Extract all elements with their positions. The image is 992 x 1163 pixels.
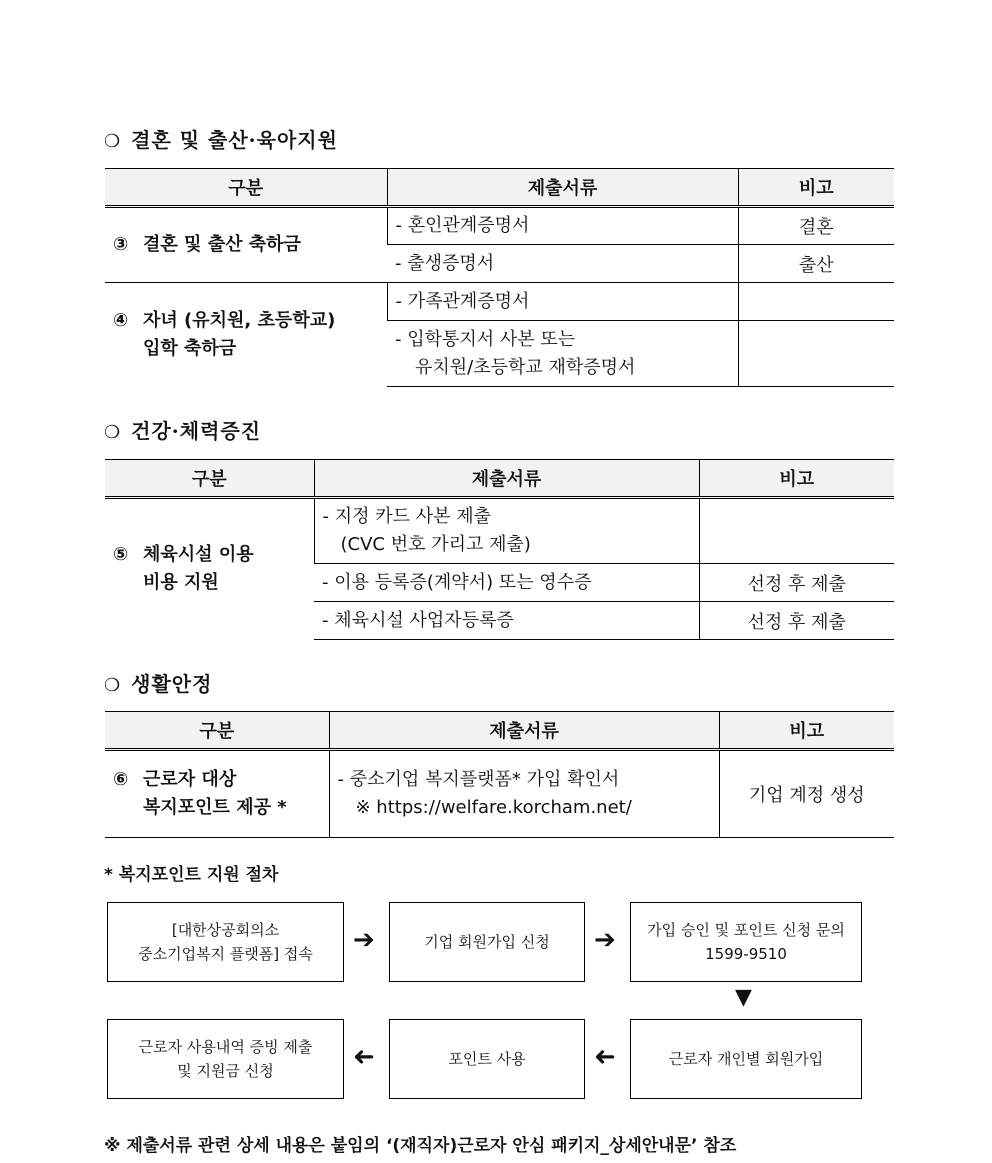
header-category: 구분 bbox=[105, 712, 329, 750]
header-documents: 제출서류 bbox=[387, 169, 738, 207]
step-box-platform-access bbox=[107, 902, 344, 982]
section-title-marriage bbox=[104, 124, 338, 153]
footnote: ※ 제출서류 관련 상세 내용은 붙임의 ‘(재직자)근로자 안심 패키지_상세안내문’ 참조 bbox=[104, 1136, 737, 1156]
circle-bullet-icon: ❍ bbox=[104, 131, 122, 152]
document-text: (CVC 번호 가리고 제출) bbox=[340, 534, 531, 555]
category-label: 입학 축하금 bbox=[143, 337, 237, 359]
category-label: 자녀 (유치원, 초등학교) bbox=[143, 309, 336, 331]
section-title-health bbox=[104, 415, 261, 444]
step-box-approval-inquiry bbox=[630, 902, 862, 982]
arrow-right-icon: ➔ bbox=[594, 925, 616, 955]
step-box-company-signup bbox=[389, 902, 585, 982]
note-cell: 선정 후 제출 bbox=[699, 602, 894, 640]
step-phone: 1599-9510 bbox=[705, 945, 787, 963]
category-cell bbox=[105, 498, 314, 640]
document-text: - 지정 카드 사본 제출 bbox=[322, 506, 491, 527]
document-cell bbox=[314, 564, 699, 602]
arrow-left-icon: ➜ bbox=[594, 1042, 616, 1072]
step-text: 기업 회원가입 신청 bbox=[424, 933, 550, 951]
category-label: 비용 지원 bbox=[143, 572, 219, 594]
note-cell bbox=[738, 283, 894, 321]
step-box-claim-submission bbox=[107, 1019, 344, 1099]
table-row bbox=[105, 283, 894, 321]
note-cell: 기업 계정 생성 bbox=[719, 750, 894, 838]
item-number: ③ bbox=[113, 234, 129, 255]
circle-bullet-icon: ❍ bbox=[104, 422, 122, 443]
header-note: 비고 bbox=[699, 460, 894, 498]
category-label: 복지포인트 제공 * bbox=[143, 797, 287, 818]
document-text: - 혼인관계증명서 bbox=[395, 215, 530, 236]
header-note: 비고 bbox=[738, 169, 894, 207]
arrow-down-icon: ▼ bbox=[735, 985, 752, 1010]
document-text: - 체육시설 사업자등록증 bbox=[322, 609, 514, 631]
step-text: 포인트 사용 bbox=[448, 1050, 526, 1068]
section-title-stability bbox=[104, 668, 212, 697]
table-row bbox=[105, 750, 894, 838]
header-documents: 제출서류 bbox=[314, 460, 699, 498]
step-box-point-usage bbox=[389, 1019, 585, 1099]
section-title-text: 결혼 및 출산·육아지원 bbox=[131, 128, 338, 152]
category-label: 근로자 대상 bbox=[143, 769, 237, 790]
table-row bbox=[105, 498, 894, 564]
document-text: - 출생증명서 bbox=[395, 252, 495, 274]
circle-bullet-icon: ❍ bbox=[104, 675, 122, 696]
item-number: ⑤ bbox=[113, 544, 129, 566]
step-text: 중소기업복지 플랫폼] 접속 bbox=[138, 945, 313, 963]
note-cell: 출산 bbox=[738, 245, 894, 283]
document-text: - 입학통지서 사본 또는 bbox=[395, 328, 576, 350]
table-row bbox=[105, 207, 894, 245]
step-text: 가입 승인 및 포인트 신청 문의 bbox=[647, 921, 845, 939]
marriage-table bbox=[105, 168, 894, 387]
category-cell bbox=[105, 207, 387, 283]
category-label: 체육시설 이용 bbox=[143, 544, 254, 566]
document-text: - 이용 등록증(계약서) 또는 영수증 bbox=[322, 571, 592, 593]
step-box-employee-signup bbox=[630, 1019, 862, 1099]
table-header-row bbox=[105, 169, 894, 207]
document-cell bbox=[387, 321, 738, 387]
item-number: ④ bbox=[113, 309, 129, 331]
stability-table bbox=[105, 711, 894, 838]
header-category: 구분 bbox=[105, 169, 387, 207]
arrow-right-icon: ➔ bbox=[353, 925, 375, 955]
arrow-left-icon: ➜ bbox=[353, 1042, 375, 1072]
section-title-text: 생활안정 bbox=[131, 672, 213, 696]
category-cell bbox=[105, 283, 387, 387]
category-cell bbox=[105, 750, 329, 838]
step-text: 및 지원금 신청 bbox=[177, 1062, 274, 1080]
document-text: 유치원/초등학교 재학증명서 bbox=[415, 356, 636, 378]
document-cell bbox=[387, 207, 738, 245]
table-header-row bbox=[105, 712, 894, 750]
step-text: 근로자 사용내역 증빙 제출 bbox=[138, 1038, 313, 1056]
category-label: 결혼 및 출산 축하금 bbox=[143, 234, 301, 255]
note-cell: 선정 후 제출 bbox=[699, 564, 894, 602]
note-cell bbox=[738, 321, 894, 387]
step-text: 근로자 개인별 회원가입 bbox=[668, 1050, 824, 1068]
document-cell bbox=[314, 602, 699, 640]
section-title-text: 건강·체력증진 bbox=[131, 419, 262, 443]
table-header-row bbox=[105, 460, 894, 498]
document-cell bbox=[387, 245, 738, 283]
header-documents: 제출서류 bbox=[329, 712, 719, 750]
document-text: - 중소기업 복지플랫폼* 가입 확인서 bbox=[337, 769, 620, 790]
document-cell bbox=[387, 283, 738, 321]
step-text: [대한상공회의소 bbox=[171, 921, 280, 939]
document-cell bbox=[314, 498, 699, 564]
header-category: 구분 bbox=[105, 460, 314, 498]
item-number: ⑥ bbox=[113, 769, 129, 790]
document-text: - 가족관계증명서 bbox=[395, 290, 530, 312]
note-cell: 결혼 bbox=[738, 207, 894, 245]
document-cell bbox=[329, 750, 719, 838]
procedure-title: * 복지포인트 지원 절차 bbox=[104, 865, 279, 885]
header-note: 비고 bbox=[719, 712, 894, 750]
health-table bbox=[105, 459, 894, 640]
note-cell bbox=[699, 498, 894, 564]
document-url: ※ https://welfare.korcham.net/ bbox=[355, 797, 632, 818]
